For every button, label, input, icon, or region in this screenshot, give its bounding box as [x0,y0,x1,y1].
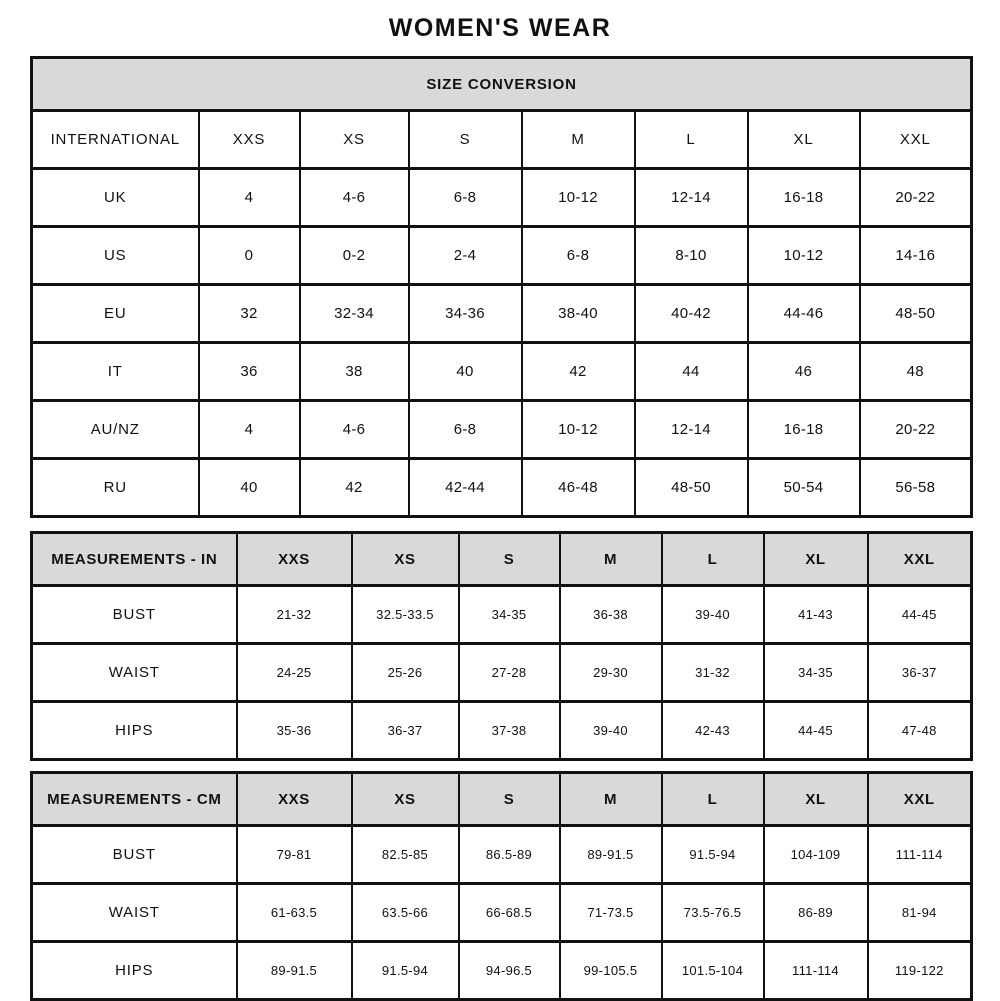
table-cell: 56-58 [860,459,972,517]
table-cell: 46 [748,343,860,401]
table-cell: 24-25 [237,644,352,702]
size-conversion-col-m: M [522,111,635,169]
table-cell: 34-35 [764,644,868,702]
table-cell: 34-35 [459,586,560,644]
table-row [32,343,972,401]
table-cell: 38-40 [522,285,635,343]
table-cell: 35-36 [237,702,352,760]
measurements-cm-col-s: S [459,773,560,826]
table-cell: 40-42 [635,285,748,343]
table-cell: 40 [409,343,522,401]
table-cell: 20-22 [860,401,972,459]
table-row [32,169,972,227]
measurements-cm-row-label-bust: BUST [32,826,237,884]
measurements-in-col-xl: XL [764,533,868,586]
table-cell: 36-37 [352,702,459,760]
size-conversion-col-xxl: XXL [860,111,972,169]
size-chart-page [30,0,970,1001]
size-conversion-row-label-uk: UK [32,169,199,227]
table-cell: 44 [635,343,748,401]
table-cell: 16-18 [748,401,860,459]
size-conversion-col-s: S [409,111,522,169]
table-cell: 31-32 [662,644,764,702]
table-cell: 16-18 [748,169,860,227]
measurements-in-col-s: S [459,533,560,586]
table-cell: 81-94 [868,884,972,942]
measurements-cm-header: MEASUREMENTS - CM [32,773,237,826]
table-cell: 71-73.5 [560,884,662,942]
table-cell: 89-91.5 [560,826,662,884]
table-cell: 36 [199,343,300,401]
table-row [32,459,972,517]
table-cell: 10-12 [748,227,860,285]
table-cell: 32.5-33.5 [352,586,459,644]
table-row [32,702,972,760]
table-cell: 86.5-89 [459,826,560,884]
table-cell: 119-122 [868,942,972,1000]
size-conversion-header: SIZE CONVERSION [32,58,972,111]
size-conversion-row-label-it: IT [32,343,199,401]
table-cell: 36-38 [560,586,662,644]
table-cell: 4-6 [300,401,409,459]
measurements-cm-header-row [32,773,972,826]
table-cell: 48 [860,343,972,401]
table-cell: 111-114 [868,826,972,884]
table-cell: 21-32 [237,586,352,644]
measurements-cm-col-xs: XS [352,773,459,826]
table-cell: 40 [199,459,300,517]
table-cell: 37-38 [459,702,560,760]
table-row [32,644,972,702]
size-conversion-col-international: INTERNATIONAL [32,111,199,169]
table-cell: 12-14 [635,169,748,227]
table-cell: 91.5-94 [662,826,764,884]
table-banner-row [32,58,972,111]
table-row [32,227,972,285]
table-cell: 6-8 [409,401,522,459]
measurements-in-header: MEASUREMENTS - IN [32,533,237,586]
table-cell: 79-81 [237,826,352,884]
table-cell: 25-26 [352,644,459,702]
table-cell: 32 [199,285,300,343]
measurements-cm-col-xxs: XXS [237,773,352,826]
table-cell: 34-36 [409,285,522,343]
table-cell: 32-34 [300,285,409,343]
table-cell: 42-44 [409,459,522,517]
table-cell: 42-43 [662,702,764,760]
measurements-cm-col-l: L [662,773,764,826]
size-conversion-col-l: L [635,111,748,169]
table-row [32,826,972,884]
table-cell: 6-8 [522,227,635,285]
table-cell: 29-30 [560,644,662,702]
measurements-in-table [30,531,973,761]
table-row [32,884,972,942]
table-cell: 99-105.5 [560,942,662,1000]
table-cell: 47-48 [868,702,972,760]
table-cell: 0 [199,227,300,285]
table-cell: 20-22 [860,169,972,227]
table-cell: 89-91.5 [237,942,352,1000]
table-cell: 104-109 [764,826,868,884]
table-cell: 91.5-94 [352,942,459,1000]
table-cell: 14-16 [860,227,972,285]
table-cell: 38 [300,343,409,401]
table-cell: 44-45 [764,702,868,760]
measurements-cm-col-xl: XL [764,773,868,826]
table-cell: 101.5-104 [662,942,764,1000]
size-conversion-row-label-ru: RU [32,459,199,517]
table-cell: 39-40 [560,702,662,760]
table-cell: 61-63.5 [237,884,352,942]
table-cell: 42 [522,343,635,401]
table-cell: 44-46 [748,285,860,343]
table-row [32,401,972,459]
size-conversion-col-xs: XS [300,111,409,169]
table-cell: 50-54 [748,459,860,517]
measurements-in-row-label-waist: WAIST [32,644,237,702]
measurements-cm-row-label-hips: HIPS [32,942,237,1000]
table-cell: 63.5-66 [352,884,459,942]
table-cell: 4 [199,401,300,459]
measurements-in-col-xxl: XXL [868,533,972,586]
measurements-in-col-m: M [560,533,662,586]
table-cell: 4-6 [300,169,409,227]
table-cell: 2-4 [409,227,522,285]
table-cell: 94-96.5 [459,942,560,1000]
size-conversion-col-xxs: XXS [199,111,300,169]
table-cell: 46-48 [522,459,635,517]
table-row [32,942,972,1000]
table-cell: 48-50 [635,459,748,517]
size-conversion-col-xl: XL [748,111,860,169]
table-cell: 0-2 [300,227,409,285]
table-cell: 4 [199,169,300,227]
measurements-in-row-label-bust: BUST [32,586,237,644]
table-cell: 48-50 [860,285,972,343]
size-conversion-columns-row [32,111,972,169]
size-conversion-table [30,56,973,518]
table-row [32,586,972,644]
measurements-in-col-l: L [662,533,764,586]
table-cell: 111-114 [764,942,868,1000]
measurements-cm-table [30,771,973,1001]
table-cell: 66-68.5 [459,884,560,942]
measurements-in-col-xs: XS [352,533,459,586]
table-cell: 27-28 [459,644,560,702]
table-cell: 12-14 [635,401,748,459]
size-conversion-row-label-eu: EU [32,285,199,343]
measurements-cm-col-m: M [560,773,662,826]
measurements-in-row-label-hips: HIPS [32,702,237,760]
size-conversion-row-label-us: US [32,227,199,285]
table-cell: 86-89 [764,884,868,942]
measurements-in-header-row [32,533,972,586]
table-cell: 36-37 [868,644,972,702]
table-cell: 10-12 [522,401,635,459]
table-row [32,285,972,343]
table-cell: 82.5-85 [352,826,459,884]
size-conversion-row-label-au-nz: AU/NZ [32,401,199,459]
table-cell: 6-8 [409,169,522,227]
table-cell: 42 [300,459,409,517]
table-cell: 39-40 [662,586,764,644]
table-cell: 44-45 [868,586,972,644]
page-title: WOMEN'S WEAR [388,14,612,42]
measurements-cm-row-label-waist: WAIST [32,884,237,942]
measurements-in-col-xxs: XXS [237,533,352,586]
table-cell: 41-43 [764,586,868,644]
table-cell: 10-12 [522,169,635,227]
measurements-cm-col-xxl: XXL [868,773,972,826]
table-cell: 8-10 [635,227,748,285]
table-cell: 73.5-76.5 [662,884,764,942]
